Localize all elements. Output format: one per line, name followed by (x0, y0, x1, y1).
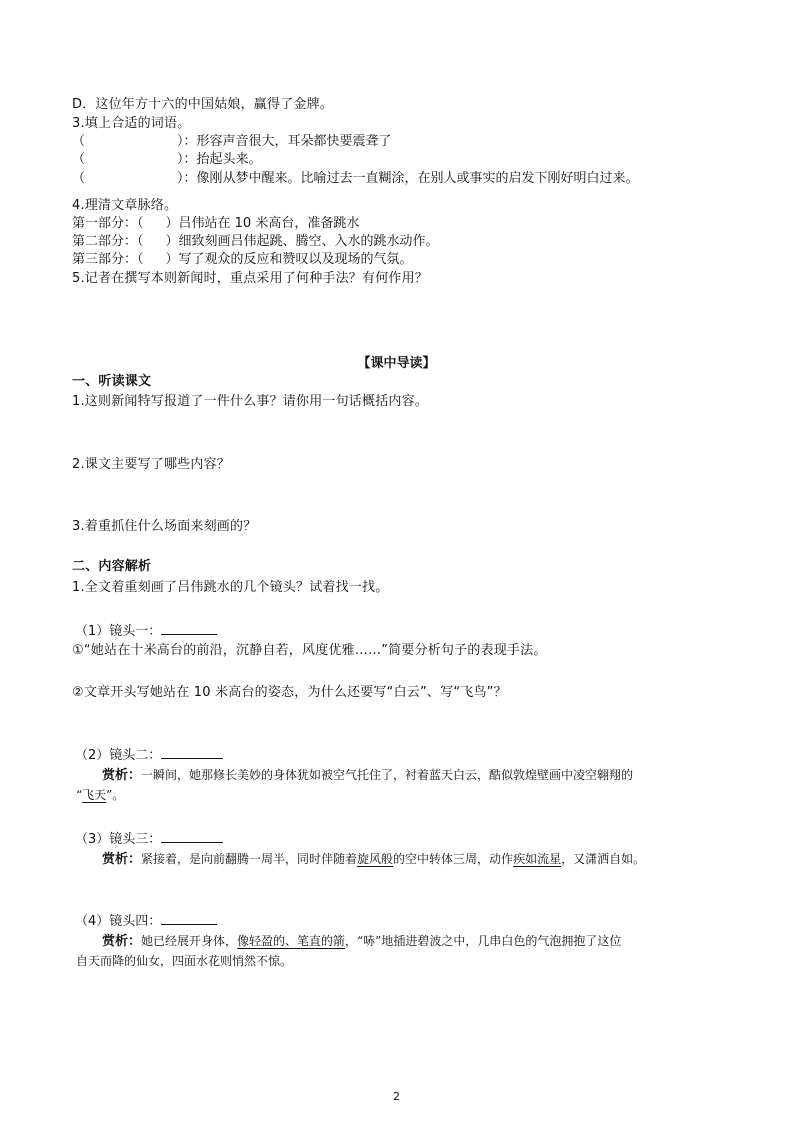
shot4-appreciation-line2: 自天而降的仙女，四面水花则悄然不惊。 (76, 954, 293, 968)
shot1-sub1: ①“她站在十米高台的前沿，沉静自若，风度优雅……”简要分析句子的表现手法。 (72, 643, 547, 658)
q4-part-1-label: 第一部分：（ (72, 216, 144, 231)
appreciation-label: 赏析： (102, 852, 142, 867)
part1-q3: 3.着重抓住什么场面来刻画的？ (72, 519, 257, 534)
shot4-appreciation (102, 932, 621, 951)
shot1-label-row (75, 622, 217, 641)
appreciation-label: 赏析： (102, 768, 142, 783)
q4-part-3 (72, 251, 413, 269)
shot4-label: （4）镜头四： (75, 914, 162, 929)
quote-close: ”。 (106, 788, 125, 802)
appreciation-text: ，又潇洒自如。 (561, 852, 646, 866)
q4-part-3-label: 第三部分：（ (72, 252, 144, 267)
shot3-appreciation (102, 850, 645, 869)
answer-blank[interactable] (161, 622, 217, 635)
part1-q1: 1.这则新闻特写报道了一件什么事？请你用一句话概括内容。 (72, 394, 429, 409)
appreciation-text: 紧接着，是向前翻腾一周半，同时伴随着 (141, 852, 358, 866)
shot1-sub2: ②文章开头写她站在 10 米高台的姿态，为什么还要写“白云”、写“飞鸟”？ (72, 685, 507, 700)
q3-title: 3.填上合适的词语。 (72, 116, 191, 131)
q4-part-1 (72, 215, 359, 233)
option-d: D．这位年方十六的中国姑娘，赢得了金牌。 (72, 97, 334, 112)
shot3-label-row (75, 830, 223, 849)
paren-open: （ (72, 152, 86, 167)
underlined-phrase: 疾如流星 (513, 852, 562, 866)
shot2-appreciation (102, 766, 633, 785)
shot2-label-row (75, 746, 223, 765)
answer-blank[interactable] (161, 746, 223, 759)
quote-open: “ (76, 788, 83, 802)
shot2-appreciation-line2 (76, 786, 124, 804)
q3-row-1-text: ）：形容声音很大，耳朵都快要震聋了 (177, 134, 392, 149)
underlined-phrase: 飞天 (82, 788, 107, 802)
answer-blank[interactable] (161, 912, 217, 925)
part1-heading: 一、听读课文 (72, 374, 152, 389)
shot4-label-row (75, 912, 217, 931)
shot1-label: （1）镜头一： (75, 624, 162, 639)
underlined-phrase: 旋风般 (357, 852, 394, 866)
underlined-phrase: 像轻盈的、笔直的箭 (237, 934, 346, 948)
appreciation-text: ，“哧”地插进碧波之中，几串白色的气泡拥抱了这位 (345, 934, 622, 948)
q4-part-2-label: 第二部分：（ (72, 234, 144, 249)
part2-heading: 二、内容解析 (72, 559, 152, 574)
q3-row-2-text: ）：抬起头来。 (177, 152, 262, 167)
appreciation-label: 赏析： (102, 934, 142, 949)
q3-row-2 (72, 151, 262, 169)
page-number: 2 (393, 1090, 400, 1103)
part1-q2: 2.课文主要写了哪些内容？ (72, 457, 231, 472)
part2-q1: 1.全文着重刻画了吕伟跳水的几个镜头？试着找一找。 (72, 580, 389, 595)
paren-open: （ (72, 171, 86, 186)
q4-part-2-text: ）细致刻画吕伟起跳、腾空、入水的跳水动作。 (165, 234, 439, 249)
paren-open: （ (72, 134, 86, 149)
q4-part-2 (72, 233, 439, 251)
q3-row-3 (72, 170, 639, 188)
q3-row-1 (72, 133, 392, 151)
q4-part-1-text: ）吕伟站在 10 米高台，准备跳水 (165, 216, 360, 231)
shot2-label: （2）镜头二： (75, 748, 162, 763)
appreciation-text: 一瞬间，她那修长美妙的身体犹如被空气托住了，衬着蓝天白云，酷似敦煌壁画中凌空翱翔的 (141, 768, 634, 782)
shot3-label: （3）镜头三： (75, 832, 162, 847)
q3-row-3-text: ）：像刚从梦中醒来。比喻过去一直糊涂，在别人或事实的启发下刚好明白过来。 (177, 171, 639, 186)
q4-title: 4.理清文章脉络。 (72, 198, 178, 213)
q4-part-3-text: ）写了观众的反应和赞叹以及现场的气氛。 (165, 252, 413, 267)
answer-blank[interactable] (161, 830, 223, 843)
appreciation-text: 她已经展开身体， (141, 934, 238, 948)
q5: 5.记者在撰写本则新闻时，重点采用了何种手法？有何作用？ (72, 271, 429, 286)
section-title: 【课中导读】 (357, 356, 436, 371)
appreciation-text: 的空中转体三周，动作 (393, 852, 514, 866)
